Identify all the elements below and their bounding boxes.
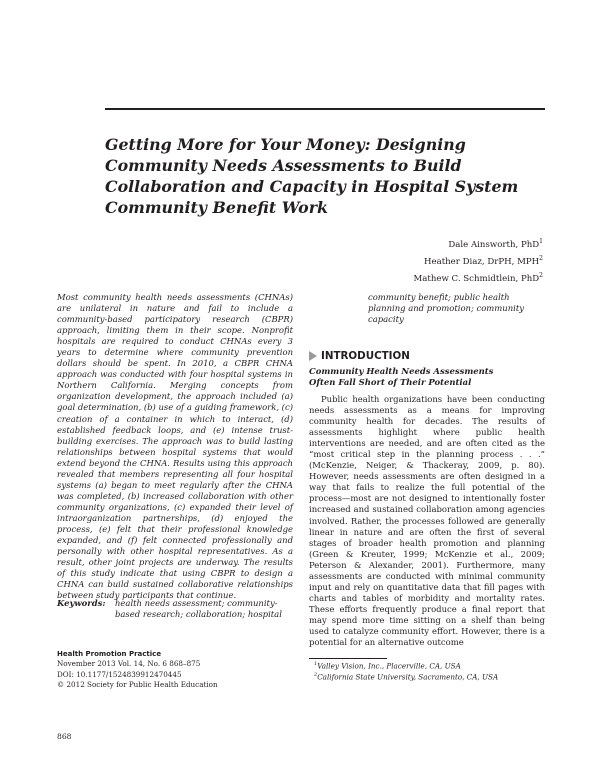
footnote-2: $^2$California State University, Sacramento, CA, USA (314, 671, 499, 682)
journal-copyright: © 2012 Society for Public Health Education (57, 680, 218, 690)
keywords-text: health needs assessment; community-based research; collaboration; hospital (115, 598, 282, 620)
author-2: Heather Diaz, DrPH, MPH$^2$ (423, 254, 543, 267)
triangle-bullet-icon (309, 351, 317, 361)
page-number: 868 (57, 732, 72, 741)
footnote-1: $^1$Valley Vision, Inc., Placerville, CA, USA (314, 661, 461, 671)
journal-issue: November 2013 Vol. 14, No. 6 868–875 (57, 659, 201, 669)
keywords-label: Keywords: (57, 598, 106, 608)
section-heading-text: INTRODUCTION (321, 350, 410, 362)
journal-doi: DOI: 10.1177/1524839912470445 (57, 669, 182, 679)
subsection-heading: Community Health Needs Assessments Often Fall Short of Their Potential (309, 366, 494, 387)
body-paragraph: Public health organizations have been conducting needs assessments as a means for improving community health for decades. The results of assessments highlight where public health interventions are needed, and are often cited as the “most critical step in the planning process . . .” (McKenzie, Neiger, & Thackeray, 2009, p. 80). However, needs assessments are often designed in a way that fails to realize the full potential of the process—most are not designed to intentionally foster increased and sustained collaboration among agencies involved. Rather, the processes followed are generally linear in nature and are often the first of several stages of broader health promotion and planning (Green & Kreuter, 1999; McKenzie et al., 2009; Peterson & Alexander, 2001). Furthermore, many assessments are conducted with minimal community input and rely on quantitative data that fill pages with charts and tables of morbidity and mortality rates. These efforts frequently produce a final report that may spend more time sitting on a shelf than being used to catalyze community effort. However, there is a potential for an alternative outcome (309, 394, 545, 648)
keywords-continued: community benefit; public health planning and promotion; community capacity (368, 292, 525, 325)
author-list (413, 235, 543, 286)
introduction-body (309, 394, 545, 648)
journal-name: Health Promotion Practice (57, 650, 162, 658)
author-3: Mathew C. Schmidtlein, PhD$^2$ (413, 271, 543, 284)
abstract: Most community health needs assessments (CHNAs) are unilateral in nature and fail to include a community-based participatory research (CBPR) approach, limiting them in their scope. Nonprofit hospitals are required to conduct CHNAs every 3 years to determine where community prevention dollars should be spent. In 2010, a CBPR CHNA approach was conducted with four hospital systems in Northern California. Merging concepts from organization development, the approach included (a) goal determination, (b) use of a guiding framework, (c) creation of a container in which to interact, (d) established feedback loops, and (e) intense trust-building exercises. The approach was to build lasting relationships between hospital systems that would extend beyond the CHNA. Results using this approach revealed that members representing all four hospital systems (a) began to meet regularly after the CHNA was completed, (b) increased collaboration with other community organizations, (c) expanded their level of intraorganization partnerships, (d) enjoyed the process, (e) felt that their professional knowledge expanded, and (f) felt connected professionally and personally with other hospital representatives. As a result, other joint projects are underway. The results of this study indicate that using CBPR to design a CHNA can build sustained collaborative relationships between study participants that continue. (57, 292, 293, 601)
footnotes (314, 660, 498, 682)
journal-info (57, 649, 218, 691)
header-rule (105, 108, 545, 110)
article-title: Getting More for Your Money: Designing Community Needs Assessments to Build Collaboration and Capacity in Hospital System Community Benefit Work (105, 135, 519, 217)
author-1: Dale Ainsworth, PhD$^1$ (448, 238, 543, 250)
footnote-rule (309, 658, 387, 659)
section-heading (309, 350, 410, 362)
